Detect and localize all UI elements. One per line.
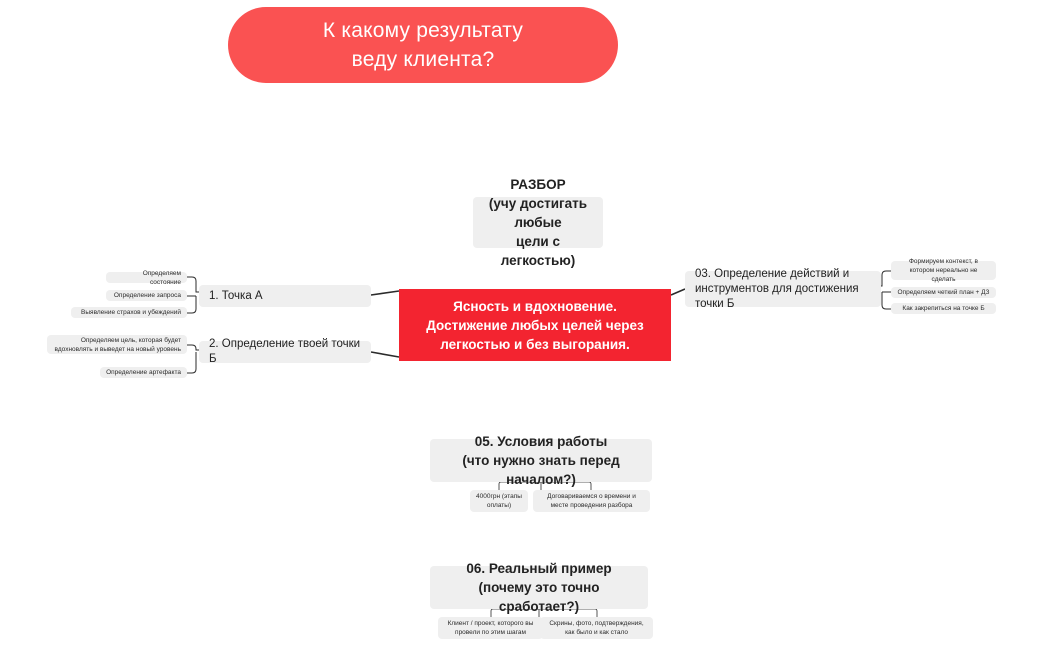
page-title-line1: К какому результату [322,19,524,42]
node-point-b-label: 2. Определение твоей точки Б [209,338,361,365]
leaf-point-b-1[interactable] [47,335,187,354]
page-title-line2: веду клиента? [351,48,495,71]
leaf-point-a-2[interactable] [106,290,187,301]
leaf-conditions-1[interactable] [470,490,528,512]
leaf-conditions-2-label: Договариваемся о времени и месте проведения разбора [547,493,636,509]
leaf-point-a-3-label: Выявление страхов и убеждений [81,309,181,316]
leaf-point-a-1-label: Определяем состояние [142,269,181,286]
node-conditions-line2: (что нужно знать перед началом?) [462,453,620,487]
central-line3: легкостью и без выгорания. [440,336,630,352]
node-point-a-label: 1. Точка А [209,289,263,302]
leaf-conditions-1-label: 4000грн (этапы оплаты) [476,493,522,509]
node-point-b[interactable] [199,338,371,365]
leaf-example-1[interactable] [438,617,543,639]
node-point-a[interactable] [199,285,371,307]
leaf-example-2[interactable] [540,617,653,639]
central-line2: Достижение любых целей через [426,317,644,333]
page-title [228,7,618,83]
leaf-example-1-label: Клиент / проект, которого вы провели по этим шагам [447,620,534,636]
node-example-line1: 06. Реальный пример [466,561,612,576]
node-example-line2: (почему это точно сработает?) [478,580,600,614]
leaf-actions-2-label: Определяем четкий план + ДЗ [897,289,990,296]
central-outcome-box[interactable] [399,289,671,361]
leaf-actions-1-label: Формируем контекст, в котором нереально не сделать [908,258,978,283]
leaf-actions-3-label: Как закрепиться на точке Б [902,305,985,312]
node-example[interactable] [430,561,648,614]
leaf-point-a-1[interactable] [106,269,187,286]
razbor-line1: РАЗБОР [510,177,566,192]
leaf-actions-3[interactable] [891,303,996,314]
node-actions[interactable] [685,267,881,310]
node-conditions-line1: 05. Условия работы [474,434,608,449]
node-conditions[interactable] [430,434,652,487]
leaf-point-b-1-label: Определяем цель, которая будет вдохновлять и выведет на новый уровень [54,336,181,353]
leaf-actions-2[interactable] [891,287,996,298]
node-actions-line1: 03. Определение действий и [695,267,850,280]
leaf-actions-1[interactable] [891,258,996,283]
razbor-line3: цели с легкостью) [500,234,576,268]
razbor-node[interactable] [473,177,603,268]
central-line1: Ясность и вдохновение. [453,298,617,314]
leaf-point-b-2[interactable] [100,367,187,378]
leaf-point-b-2-label: Определение артефакта [106,369,181,376]
leaf-point-a-2-label: Определение запроса [113,292,181,299]
razbor-line2: (учу достигать любые [488,196,588,230]
node-actions-line2: инструментов для достижения точки Б [695,282,859,310]
leaf-conditions-2[interactable] [533,490,650,512]
leaf-example-2-label: Скрины, фото, подтверждения, как было и как стало [549,620,644,636]
leaf-point-a-3[interactable] [71,307,187,318]
